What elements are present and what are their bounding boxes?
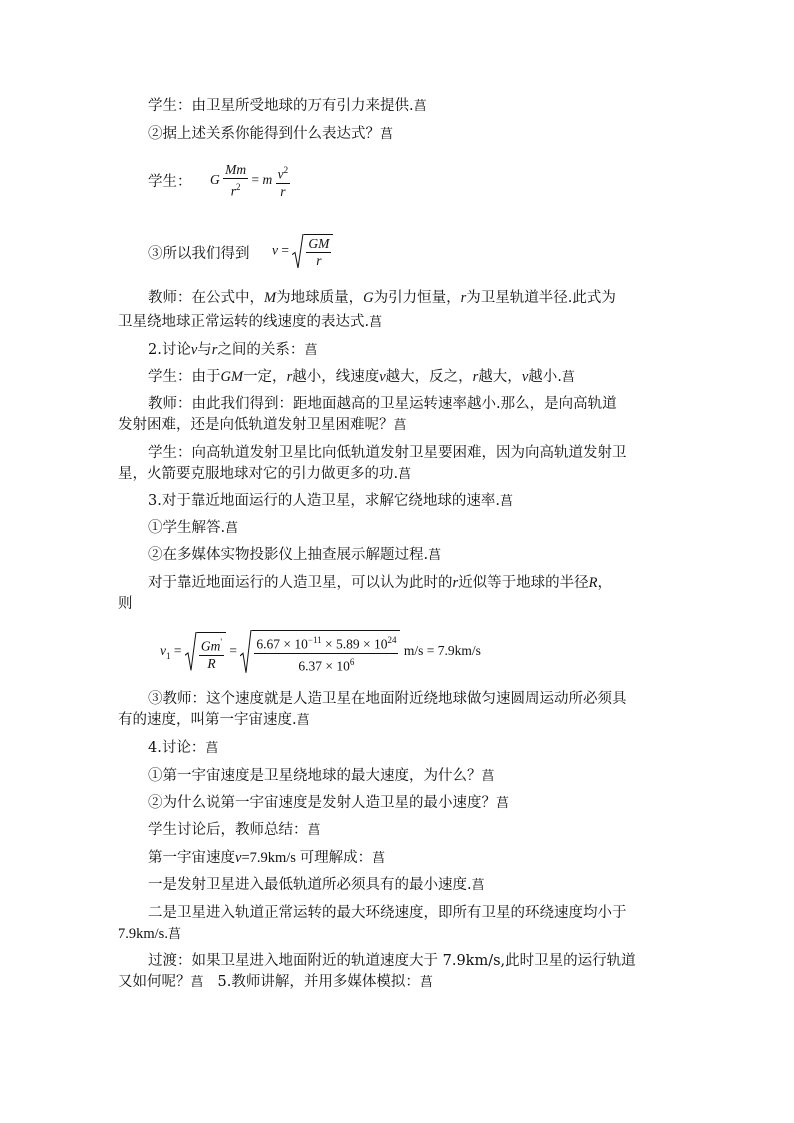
exponent: −11 xyxy=(307,635,322,645)
fraction xyxy=(306,236,331,269)
marker-glyph: 菖 xyxy=(413,99,427,114)
paragraph-line xyxy=(148,545,441,566)
marker-glyph: 菖 xyxy=(304,343,318,358)
fraction xyxy=(223,162,248,200)
variable: v xyxy=(235,850,242,866)
line-text: 有的速度，叫第一宇宙速度. xyxy=(118,712,297,728)
square-root xyxy=(292,234,333,269)
paragraph-line xyxy=(148,443,627,463)
fraction xyxy=(199,634,224,672)
line-text: 对于靠近地面运行的人造卫星，可以认为此时的 xyxy=(148,575,453,591)
line-text: 越大， xyxy=(478,369,522,385)
subscript: 1 xyxy=(166,650,171,661)
equals-sign: = xyxy=(173,643,182,659)
marker-glyph: 菖 xyxy=(205,741,219,756)
line-text: ①学生解答. xyxy=(148,520,226,536)
paragraph-line xyxy=(148,340,317,361)
paragraph-line xyxy=(148,491,513,512)
line-text: ③教师：这个速度就是人造卫星在地面附近绕地球做匀速圆周运动所必须具 xyxy=(148,691,627,707)
variable: r xyxy=(472,369,479,385)
line-text: 学生讨论后，教师总结： xyxy=(148,822,308,838)
result-value: 7.9km/s xyxy=(437,643,481,659)
marker-glyph: 菖 xyxy=(496,796,510,811)
paragraph-line xyxy=(148,951,636,971)
line-text: 4.讨论： xyxy=(148,740,206,756)
square-root xyxy=(240,630,400,674)
marker-glyph: 菖 xyxy=(380,127,394,142)
line-text: 二是卫星进入轨道正常运转的最大环绕速度，即所有卫星的环绕速度均小于 xyxy=(148,905,627,921)
paragraph-line xyxy=(148,518,238,539)
paragraph-line xyxy=(148,124,393,145)
exponent: 2 xyxy=(283,165,289,175)
formula-gravity-centripetal xyxy=(210,162,290,200)
paragraph-line xyxy=(118,710,310,731)
line-text: 越小，线速度 xyxy=(292,369,380,385)
formula-symbol: v xyxy=(272,242,278,258)
paragraph-line xyxy=(148,766,495,787)
paragraph-line xyxy=(148,820,321,841)
paragraph-line xyxy=(118,415,407,436)
paragraph-line xyxy=(148,367,575,388)
line-text: 5.教师讲解，并用多媒体模拟： xyxy=(217,974,420,990)
line-text: ②据上述关系你能得到什么表达式？ xyxy=(148,126,380,142)
variable: M xyxy=(264,290,277,306)
variable: R xyxy=(588,575,598,591)
marker-glyph: 菖 xyxy=(393,418,407,433)
variable: v xyxy=(190,342,198,358)
radical-sign-icon xyxy=(292,234,304,269)
marker-glyph: 菖 xyxy=(499,494,513,509)
formula-symbol: G xyxy=(210,171,220,187)
marker-glyph: 菖 xyxy=(225,521,239,536)
paragraph-line xyxy=(148,172,192,192)
line-text: =7.9km/s 可理解成： xyxy=(241,850,373,866)
fraction-denominator: R xyxy=(207,655,216,671)
marker-glyph: 菖 xyxy=(419,975,433,990)
formula-symbol: m xyxy=(262,171,273,187)
variable: r xyxy=(286,369,293,385)
line-text: 学生：由于 xyxy=(148,369,221,385)
paragraph-line xyxy=(148,394,617,414)
line-text: 越大，反之， xyxy=(385,369,473,385)
formula-orbital-velocity xyxy=(272,234,333,269)
marker-glyph: 菖 xyxy=(398,467,412,482)
line-text: 星，火箭要克服地球对它的引力做更多的功. xyxy=(118,466,399,482)
marker-glyph: 菖 xyxy=(481,769,495,784)
fraction-denominator: r xyxy=(316,253,322,268)
line-text: 发射困难，还是向低轨道发射卫星困难呢？ xyxy=(118,417,394,433)
variable: r xyxy=(460,290,467,306)
marker-glyph: 菖 xyxy=(428,548,442,563)
line-text: 为引力恒量， xyxy=(373,290,461,306)
line-text: ②为什么说第一宇宙速度是发射人造卫星的最小速度？ xyxy=(148,795,496,811)
variable: GM xyxy=(220,369,244,385)
line-text: 3.对于靠近地面运行的人造卫星，求解它绕地球的速率. xyxy=(148,493,500,509)
line-text: 过渡：如果卫星进入地面附近的轨道速度大于 7.9km/s,此时卫星的运行轨道 xyxy=(148,953,636,969)
line-text: 卫星绕地球正常运转的线速度的表达式. xyxy=(118,314,370,330)
line-text: ①第一宇宙速度是卫星绕地球的最大速度，为什么？ xyxy=(148,768,482,784)
square-root xyxy=(185,632,226,672)
paragraph-line xyxy=(148,738,218,759)
unit-label: m/s xyxy=(403,643,424,659)
line-text: 为地球质量， xyxy=(276,290,364,306)
marker-glyph: 菖 xyxy=(167,927,181,942)
paragraph-line xyxy=(118,312,382,333)
line-text: 第一宇宙速度 xyxy=(148,850,235,866)
line-text: 越小. xyxy=(528,369,562,385)
paragraph-line xyxy=(148,875,485,896)
marker-glyph: 菖 xyxy=(307,823,321,838)
paragraph-line xyxy=(148,573,612,593)
variable: v xyxy=(379,369,386,385)
marker-glyph: 菖 xyxy=(561,370,575,385)
paragraph-line xyxy=(118,464,411,485)
paragraph-line xyxy=(148,903,627,923)
variable: v xyxy=(521,369,529,385)
fraction-numerator: GM xyxy=(308,236,330,251)
paragraph-line xyxy=(148,689,627,709)
paragraph-line xyxy=(148,793,509,814)
exponent: 24 xyxy=(387,635,397,645)
line-text: 之间的关系： xyxy=(217,342,305,358)
line-text: ③所以我们得到 xyxy=(148,246,250,262)
line-text: 学生： xyxy=(148,174,192,190)
line-text: 一定， xyxy=(243,369,287,385)
variable: G xyxy=(363,290,374,306)
line-text: 2.讨论 xyxy=(148,342,191,358)
exponent: 2 xyxy=(236,182,241,192)
fraction xyxy=(254,632,398,674)
fraction-denominator: r xyxy=(230,183,236,199)
paragraph-line xyxy=(118,924,181,945)
fraction xyxy=(276,162,291,200)
exponent: 6 xyxy=(349,656,355,667)
fraction-numerator: 6.67 × 10 xyxy=(256,636,308,652)
line-text: ， xyxy=(597,575,613,591)
line-text: 为卫星轨道半径.此式为 xyxy=(466,290,616,306)
line-text: 与 xyxy=(197,342,212,358)
marker-glyph: 菖 xyxy=(471,878,485,893)
marker-glyph: 菖 xyxy=(190,975,204,990)
equals-sign: = xyxy=(426,643,435,659)
line-text: 7.9km/s. xyxy=(118,926,168,942)
line-text: ②在多媒体实物投影仪上抽查展示解题过程. xyxy=(148,547,429,563)
fraction-numerator: Mm xyxy=(225,162,247,177)
line-text: 一是发射卫星进入最低轨道所必须具有的最小速度. xyxy=(148,877,472,893)
marker-glyph: 菖 xyxy=(369,315,383,330)
fraction-numerator: v xyxy=(277,166,284,182)
line-text: 学生：向高轨道发射卫星比向低轨道发射卫星要困难，因为向高轨道发射卫 xyxy=(148,445,627,461)
paragraph-line xyxy=(118,972,433,993)
paragraph-line xyxy=(148,244,250,264)
equals-sign: = xyxy=(229,643,237,659)
radical-sign-icon xyxy=(185,632,197,672)
fraction-denominator: r xyxy=(280,183,286,199)
paragraph-line xyxy=(118,594,133,614)
fraction-numerator-part: × 5.89 × 10 xyxy=(321,636,388,652)
line-text: 又如何呢？ xyxy=(118,974,191,990)
fraction-denominator: 6.37 × 10 xyxy=(298,658,350,673)
paragraph-line xyxy=(148,288,616,308)
prime-mark: ' xyxy=(220,637,222,648)
radical-sign-icon xyxy=(240,630,252,674)
line-text: 则 xyxy=(118,596,133,612)
formula-symbol: v xyxy=(160,643,166,659)
formula-first-cosmic-velocity xyxy=(160,630,481,674)
paragraph-line xyxy=(148,96,427,117)
fraction-numerator: Gm xyxy=(200,638,221,654)
marker-glyph: 菖 xyxy=(296,713,310,728)
equals-sign: = xyxy=(281,242,289,258)
line-text: 学生：由卫星所受地球的万有引力来提供. xyxy=(148,98,414,114)
line-text: 近似等于地球的半径 xyxy=(458,575,589,591)
paragraph-line xyxy=(148,848,385,869)
line-text: 教师：在公式中， xyxy=(148,290,264,306)
variable: r xyxy=(452,575,459,591)
variable: r xyxy=(211,342,218,358)
line-text: 教师：由此我们得到：距地面越高的卫星运转速率越小.那么，是向高轨道 xyxy=(148,396,617,412)
equals-sign: = xyxy=(251,171,260,187)
marker-glyph: 菖 xyxy=(372,851,386,866)
